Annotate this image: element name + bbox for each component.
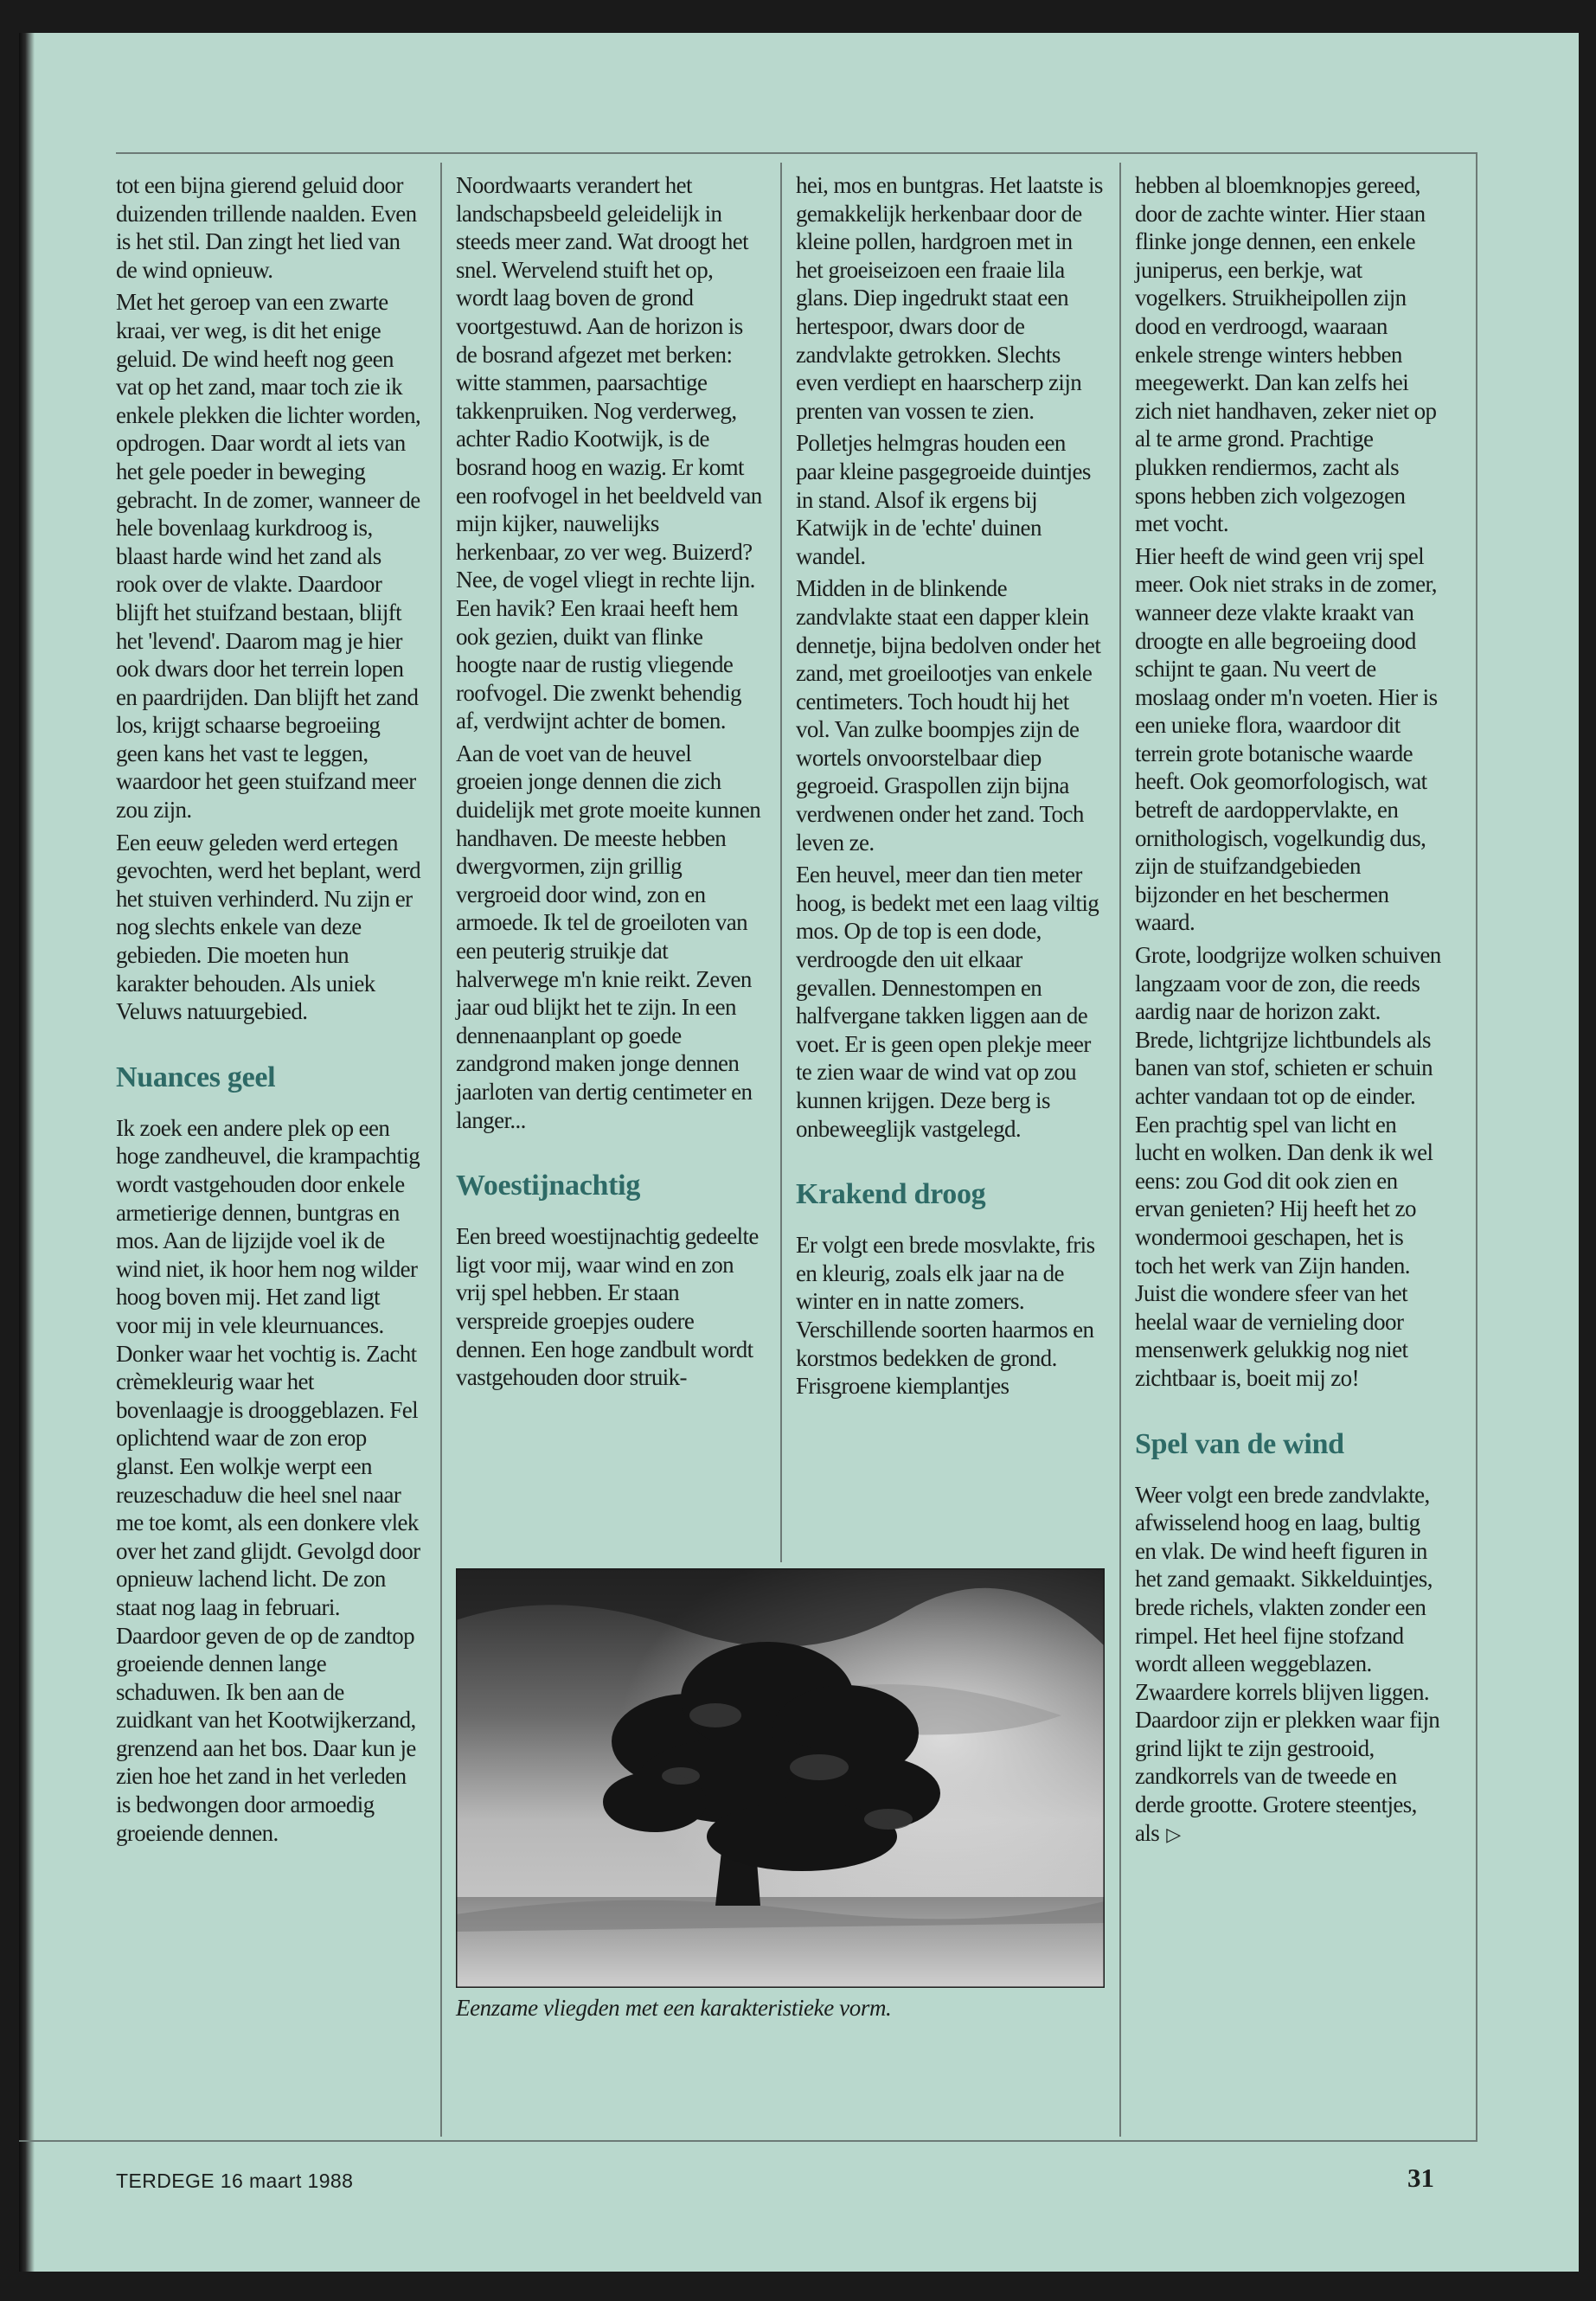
paragraph: hebben al bloemknopjes gereed, door de zachte winter. Hier staan flinke jonge dennen, een enkele juniperus, een berkje, wat vogelkers. Struikheipollen zijn dood en verdroogd, waaraan enkele strenge winters hebben meegewerkt. Dan kan zelfs hei zich niet handhaven, zeker niet op al te arme grond. Prachtige plukken rendiermos, zacht als spons hebben zich volgezogen met vocht. xyxy=(1135,172,1437,537)
paragraph: Met het geroep van een zwarte kraai, ver weg, is dit het enige geluid. De wind heeft nog geen vat op het zand, maar toch zie ik enkele plekken die lichter worden, opdrogen. Daar wordt al iets van het gele poeder in beweging gebracht. In de zomer, wanneer de hele bovenlaag kurkdroog is, blaast harde wind het zand als rook over de vlakte. Daardoor blijft het stuifzand bestaan, blijft het 'levend'. Daarom mag je hier ook dwars door het terrein lopen en paardrijden. Dan blijft het zand los, krijgt schaarse begroeiing geen kans het vast te leggen, waardoor het geen stuifzand meer zou zijn. xyxy=(116,289,421,824)
column-rule-3 xyxy=(1119,163,1121,2137)
paragraph: tot een bijna gierend geluid door duizenden trillende naalden. Even is het stil. Dan zingt het lied van de wind opnieuw. xyxy=(116,172,417,283)
paragraph: hei, mos en buntgras. Het laatste is gemakkelijk herkenbaar door de kleine pollen, hardgroen met in het groeiseizoen een fraaie lila glans. Diep ingedrukt staat een hertespoor, dwars door de zandvlakte getrokken. Slechts even verdiept en haarscherp zijn prenten van vossen te zien. xyxy=(796,172,1103,424)
section-heading: Nuances geel xyxy=(116,1061,276,1093)
paragraph: Ik zoek een andere plek op een hoge zandheuvel, die krampachtig wordt vastgehouden door enkele armetierige dennen, buntgras en mos. Aan de lijzijde voel ik de wind niet, ik hoor hem nog wilder hoog boven mij. Het zand ligt voor mij in vele kleurnuances. Donker waar het vochtig is. Zacht crèmekleurig waar het bovenlaagje is drooggeblazen. Fel oplichtend waar de zon erop glanst. Een wolkje werpt een reuzeschaduw die heel snel naar me toe komt, als een donkere vlek over het zand glijdt. Gevolgd door opnieuw lachend licht. De zon staat nog laag in februari. Daardoor geven de op de zandtop groeiende dennen lange schaduwen. Ik ben aan de zuidkant van het Kootwijkerzand, grenzend aan het bos. Daar kun je zien hoe het zand in het verleden is bedwongen door armoedig groeiende dennen. xyxy=(116,1114,420,1846)
paragraph: Een breed woestijnachtig gedeelte ligt voor mij, waar wind en zon vrij spel hebben. Er staan verspreide groepjes oudere dennen. Een hoge zandbult wordt vastgehouden door struik- xyxy=(456,1223,759,1391)
paragraph: Er volgt een brede mosvlakte, fris en kleurig, zoals elk jaar na de winter en in natte zomers. Verschillende soorten haarmos en korstmos bedekken de grond. Frisgroene kiemplantjes xyxy=(796,1232,1095,1400)
paragraph: Midden in de blinkende zandvlakte staat een dapper klein dennetje, bijna bedolven onder het zand, met groeilootjes van enkele centimeters. Toch houdt hij het vol. Van zulke boompjes zijn de wortels onvoorstelbaar diep gegroeid. Graspollen zijn bijna verdwenen onder het zand. Toch leven ze. xyxy=(796,575,1101,856)
paragraph: Weer volgt een brede zandvlakte, afwisselend hoog en laag, bultig en vlak. De wind heeft figuren in het zand gemaakt. Sikkelduintjes, brede richels, vlakten zonder een rimpel. Het heel fijne stofzand wordt alleen weggeblazen. Zwaardere korrels blijven liggen. Daardoor zijn er plekken waar fijn grind lijkt te zijn gestrooid, zandkorrels van de tweede en derde grootte. Grotere steentjes, als ▷ xyxy=(1135,1481,1442,1849)
section-heading: Krakend droog xyxy=(796,1178,986,1211)
photo-figure xyxy=(456,1568,1105,2022)
right-rule xyxy=(1476,152,1477,2142)
column-rule-2 xyxy=(780,163,782,1562)
continuation-arrow-icon: ▷ xyxy=(1166,1823,1181,1845)
paragraph: Polletjes helmgras houden een paar kleine pasgegroeide duintjes in stand. Alsof ik ergens bij Katwijk in de 'echte' duinen wandel. xyxy=(796,430,1091,569)
column-rule-1 xyxy=(440,163,442,2137)
paragraph: Noordwaarts verandert het landschapsbeeld geleidelijk in steeds meer zand. Wat droogt het snel. Wervelend stuift het op, wordt laag boven de grond voortgestuwd. Aan de horizon is de bosrand afgezet met berken: witte stammen, paarsachtige takkenpruiken. Nog verderweg, achter Radio Kootwijk, is de bosrand hoog en wazig. Er komt een roofvogel in het beeldveld van mijn kijker, nauwelijks herkenbaar, zo ver weg. Buizerd? Nee, de vogel vliegt in rechte lijn. Een havik? Een kraai heeft hem ook gezien, duikt van flinke hoogte naar de rustig vliegende roofvogel. Die zwenkt behendig af, verdwijnt achter de bomen. xyxy=(456,172,762,734)
paragraph: Hier heeft de wind geen vrij spel meer. Ook niet straks in de zomer, wanneer deze vlakte kraakt van droogte en alle begroeiing dood schijnt te gaan. Nu veert de moslaag onder m'n voeten. Hier is een unieke flora, waardoor dit terrein grote botanische waarde heeft. Ook geomorfologisch, wat betreft de aardoppervlakte, en ornithologisch, vogelkundig dus, zijn de stuifzandgebieden bijzonder en het beschermen waard. xyxy=(1135,542,1438,936)
magazine-page xyxy=(19,33,1579,2272)
paragraph: Grote, loodgrijze wolken schuiven langzaam voor de zon, die reeds aardig naar de horizon zakt. Brede, lichtgrijze lichtbundels als banen van stof, schieten er schuin achter vandaan tot op de einder. Een prachtig spel van licht en lucht en wolken. Dan denk ik wel eens: zou God dit ook zien en ervan genieten? Hij heeft het zo wondermooi geschapen, het is toch het werk van Zijn handen. Juist die wondere sfeer van het heelal waar de vernieling door mensenwerk gelukkig nog niet zichtbaar is, boeit mij zo! xyxy=(1135,942,1441,1391)
tree-photo xyxy=(456,1568,1105,1988)
page-edge-shadow xyxy=(19,33,35,2272)
article-column-3 xyxy=(796,171,1103,1400)
paragraph: Aan de voet van de heuvel groeien jonge dennen die zich duidelijk met grote moeite kunnen handhaven. De meeste hebben dwergvormen, zijn grillig vergroeid door wind, zon en armoede. Ik tel de groeiloten van een peuterig struikje dat halverwege m'n knie reikt. Zeven jaar oud blijkt het te zijn. In een dennenaanplant op goede zandgrond maken jonge dennen jaarloten van dertig centimeter en langer... xyxy=(456,740,761,1133)
article-column-2 xyxy=(456,171,763,1391)
page-number: 31 xyxy=(1407,2163,1434,2193)
photo-caption: Eenzame vliegden met een karakteristieke vorm. xyxy=(456,1995,892,2021)
top-rule xyxy=(116,152,1476,154)
publication-footer: TERDEGE 16 maart 1988 xyxy=(116,2170,354,2192)
article-column-1 xyxy=(116,171,423,2152)
article-column-4 xyxy=(1135,171,1442,2152)
section-heading: Woestijnachtig xyxy=(456,1170,641,1202)
section-heading: Spel van de wind xyxy=(1135,1427,1344,1460)
paragraph: Een eeuw geleden werd ertegen gevochten, werd het beplant, werd het stuiven verhinderd. Nu zijn er nog slechts enkele van deze gebieden. Die moeten hun karakter behouden. Als uniek Veluws natuurgebied. xyxy=(116,829,421,1025)
paragraph: Een heuvel, meer dan tien meter hoog, is bedekt met een laag viltig mos. Op de top is een dode, verdroogde den uit elkaar gevallen. Dennestompen en halfvergane takken liggen aan de voet. Er is geen open plekje meer te zien waar de wind vat op zou kunnen krijgen. Deze berg is onbeweeglijk vastgelegd. xyxy=(796,862,1099,1142)
